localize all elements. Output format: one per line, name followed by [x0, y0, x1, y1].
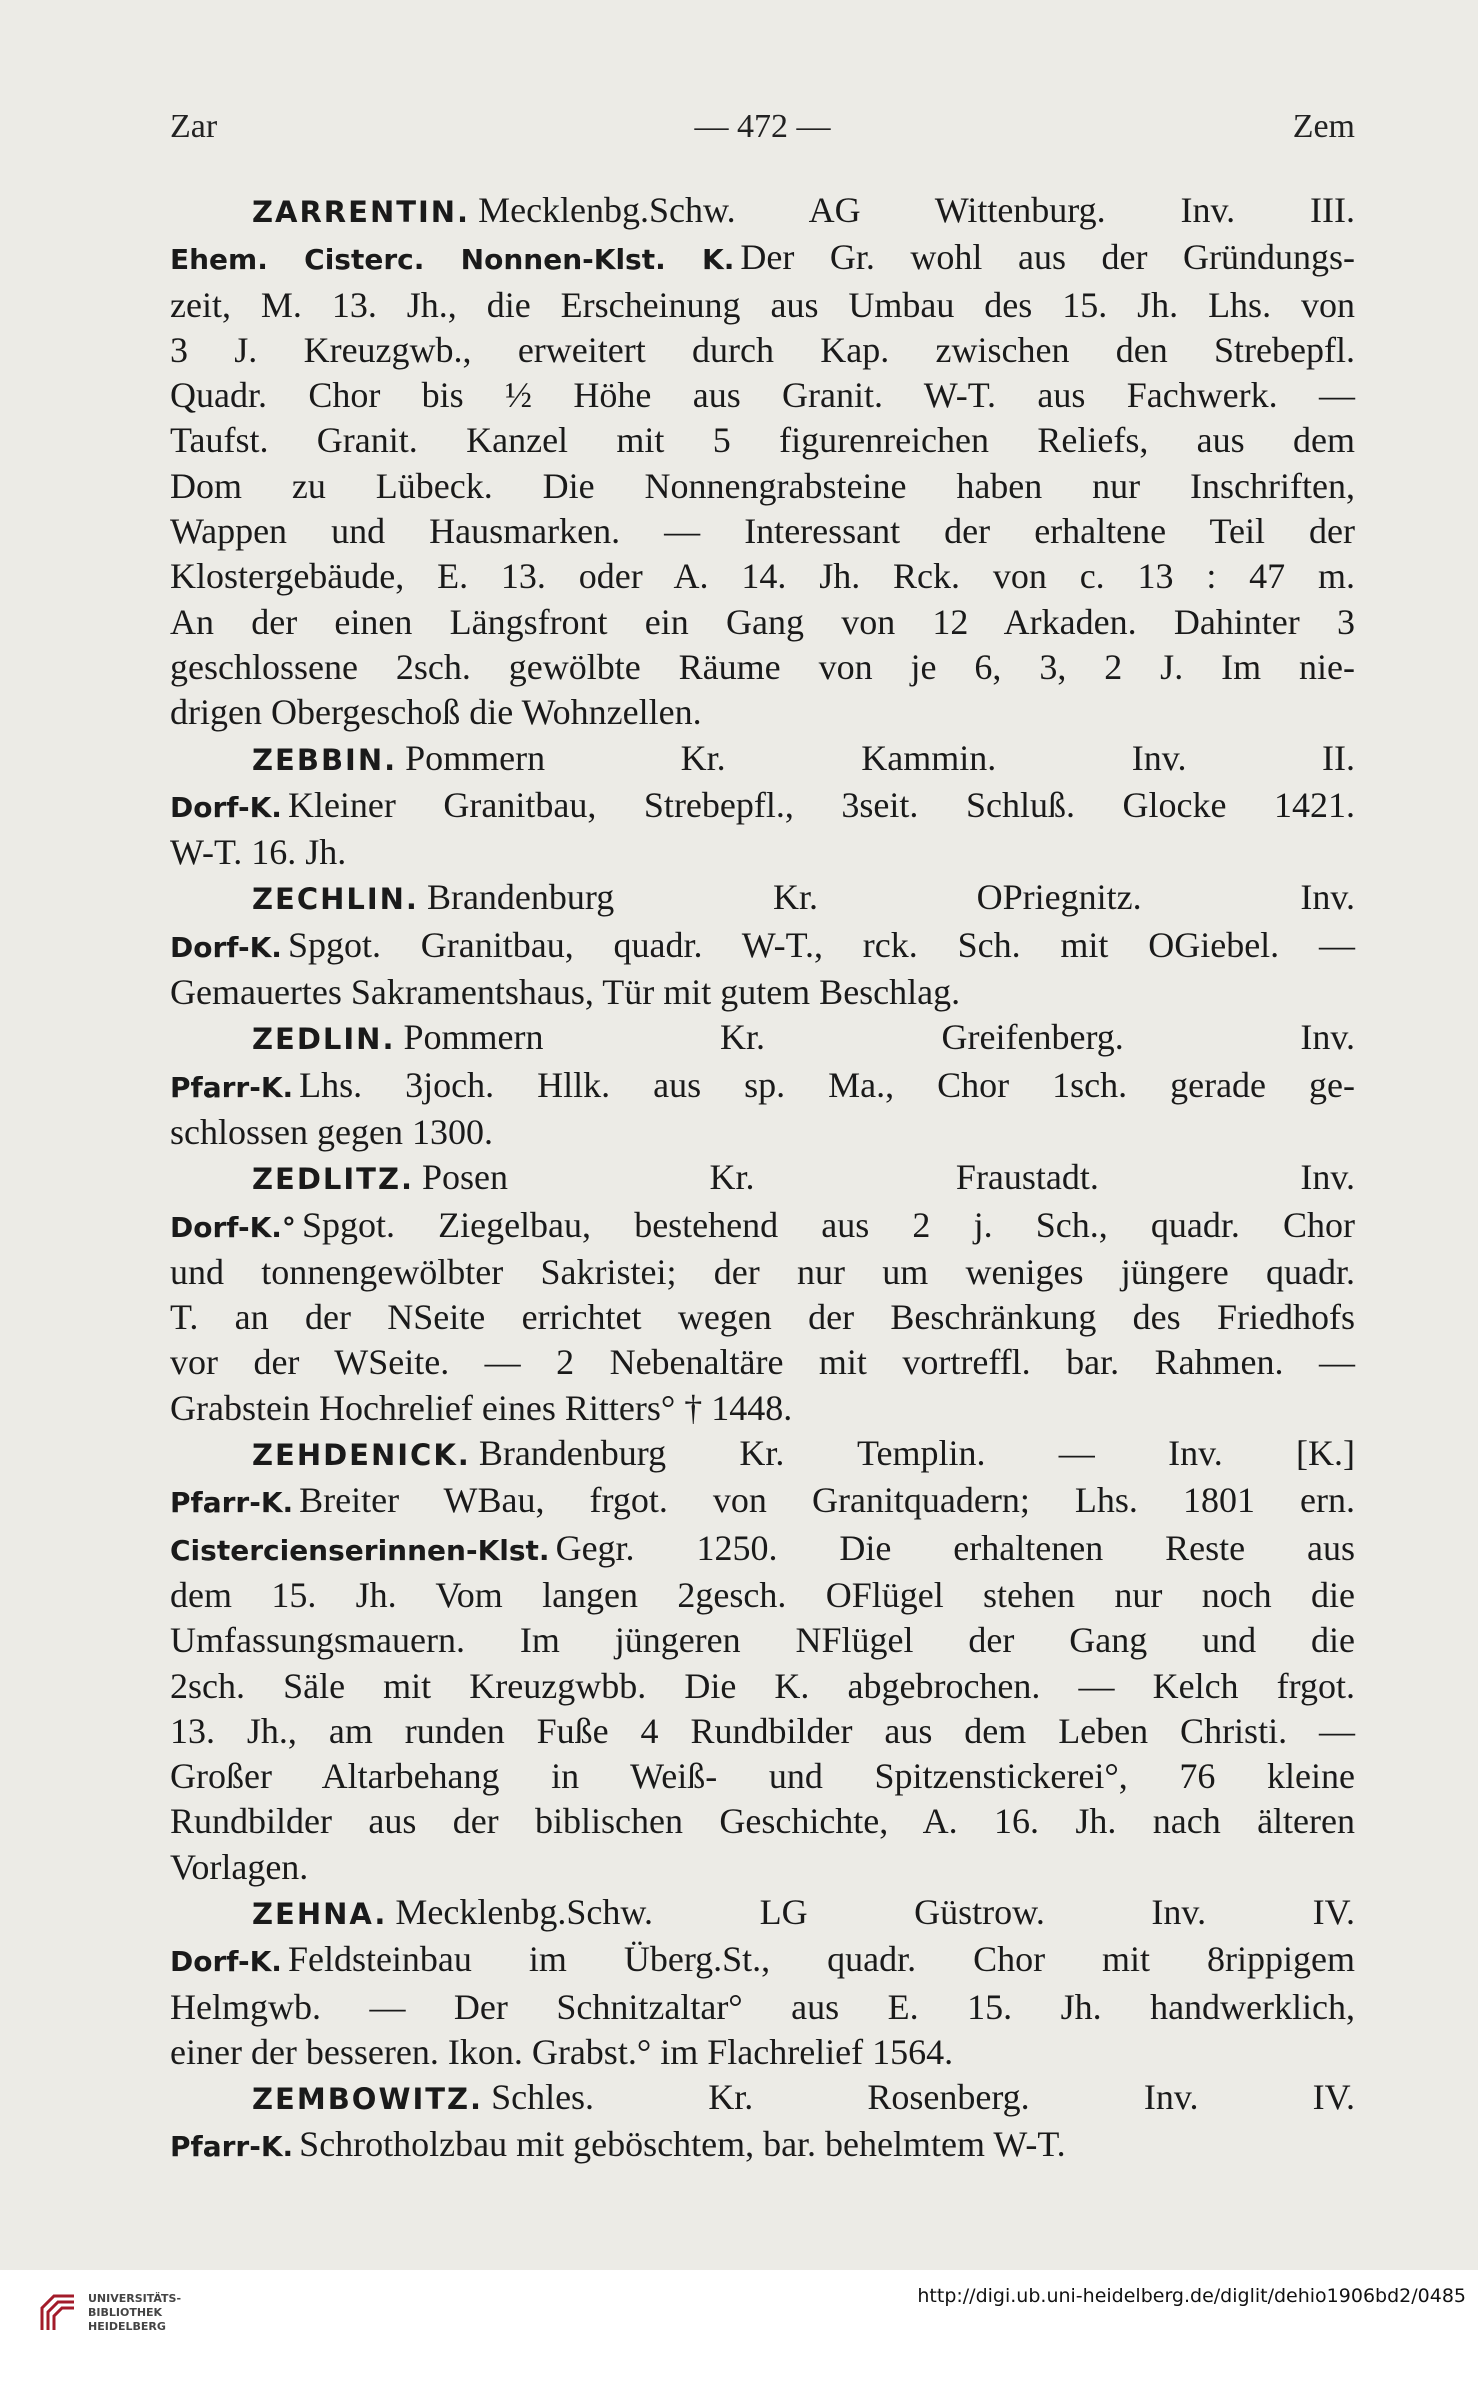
place-headword: ZECHLIN. — [252, 882, 419, 917]
logo-line: BIBLIOTHEK — [88, 2306, 163, 2319]
entry-line — [170, 1431, 1355, 1478]
entry-line — [170, 1799, 1355, 1844]
line-text: dem 15. Jh. Vom langen 2gesch. OFlügel stehen nur noch die — [170, 1574, 1355, 1615]
place-headword: ZEHDENICK. — [252, 1438, 471, 1473]
entry-line — [170, 1110, 1355, 1155]
entry-line — [170, 373, 1355, 418]
entry-line — [170, 1890, 1355, 1937]
building-type-label: Ehem. Cisterc. Nonnen-Klst. K. — [170, 243, 735, 277]
building-type-label: Dorf-K. — [170, 790, 282, 824]
entry-line — [170, 554, 1355, 599]
line-text: Taufst. Granit. Kanzel mit 5 figurenreichen Reliefs, aus dem — [170, 420, 1355, 461]
place-headword: ZEBBIN. — [252, 742, 398, 777]
line-text: Vorlagen. — [170, 1846, 309, 1887]
line-text: Spgot. Ziegelbau, bestehend aus 2 j. Sch., quadr. Chor — [301, 1204, 1355, 1245]
line-text: Schrotholzbau mit geböschtem, bar. behelmtem W-T. — [299, 2124, 1066, 2165]
dictionary-entry — [170, 188, 1355, 736]
building-type-label: Dorf-K. — [170, 1945, 282, 1979]
building-type-label: Pfarr-K. — [170, 1486, 294, 1520]
entry-line — [170, 1573, 1355, 1618]
place-headword: ZEDLIN. — [252, 1022, 396, 1057]
entry-line — [170, 1709, 1355, 1754]
line-text: Dom zu Lübeck. Die Nonnengrabsteine haben nur Inschriften, — [170, 465, 1355, 506]
building-type-label: Dorf-K.° — [170, 1210, 296, 1244]
line-text: Gemauertes Sakramentshaus, Tür mit gutem Beschlag. — [170, 972, 961, 1013]
entry-line — [170, 1203, 1355, 1250]
line-text: Pommern Kr. Kammin. Inv. II. — [405, 737, 1355, 778]
place-headword: ZEDLITZ. — [252, 1162, 415, 1197]
header-right-word: Zem — [1292, 108, 1355, 145]
dictionary-entry — [170, 736, 1355, 876]
line-text: W-T. 16. Jh. — [170, 832, 347, 873]
building-type-label: Pfarr-K. — [170, 2130, 294, 2164]
logo-line: UNIVERSITÄTS- — [88, 2292, 182, 2305]
line-text: Lhs. 3joch. Hllk. aus sp. Ma., Chor 1sch. gerade ge- — [299, 1064, 1355, 1105]
line-text: 3 J. Kreuzgwb., erweitert durch Kap. zwischen den Strebepfl. — [170, 329, 1355, 370]
building-type-label: Pfarr-K. — [170, 1070, 294, 1104]
building-type-label: Dorf-K. — [170, 930, 282, 964]
entry-line — [170, 736, 1355, 783]
library-logo-text — [88, 2292, 181, 2334]
line-text: Spgot. Granitbau, quadr. W-T., rck. Sch. mit OGiebel. — — [287, 924, 1355, 965]
line-text: drigen Obergeschoß die Wohnzellen. — [170, 692, 702, 733]
entry-line — [170, 1386, 1355, 1431]
dictionary-entry — [170, 1890, 1355, 2075]
line-text: 2sch. Säle mit Kreuzgwbb. Die K. abgebrochen. — Kelch frgot. — [170, 1665, 1355, 1706]
building-type-label: Cistercienserinnen-Klst. — [170, 1533, 550, 1567]
line-text: 13. Jh., am runden Fuße 4 Rundbilder aus dem Leben Christi. — — [170, 1710, 1355, 1751]
running-header — [170, 108, 1355, 154]
place-headword: ZARRENTIN. — [252, 195, 471, 229]
line-text: Quadr. Chor bis ½ Höhe aus Granit. W-T. aus Fachwerk. — — [170, 375, 1355, 416]
line-text: T. an der NSeite errichtet wegen der Beschränkung des Friedhofs — [170, 1297, 1355, 1338]
line-text: Schles. Kr. Rosenberg. Inv. IV. — [491, 2077, 1355, 2118]
entry-line — [170, 1155, 1355, 1202]
entry-line — [170, 783, 1355, 830]
body-text — [170, 188, 1355, 2170]
entry-line — [170, 328, 1355, 373]
line-text: Grabstein Hochrelief eines Ritters° † 1448. — [170, 1387, 793, 1428]
entry-line — [170, 1937, 1355, 1984]
entry-line — [170, 970, 1355, 1015]
entry-line — [170, 1478, 1355, 1525]
page-number: — 472 — — [694, 108, 831, 145]
line-text: Breiter WBau, frgot. von Granitquadern; Lhs. 1801 ern. — [299, 1480, 1355, 1521]
line-text: und tonnengewölbter Sakristei; der nur um weniges jüngere quadr. — [170, 1251, 1355, 1292]
line-text: Posen Kr. Fraustadt. Inv. — [422, 1157, 1355, 1198]
entry-line — [170, 1526, 1355, 1573]
line-text: einer der besseren. Ikon. Grabst.° im Flachrelief 1564. — [170, 2031, 954, 2072]
place-headword: ZEMBOWITZ. — [252, 2082, 484, 2117]
source-url-link[interactable]: http://digi.ub.uni-heidelberg.de/diglit/dehio1906bd2/0485 — [917, 2285, 1466, 2307]
entry-line — [170, 1754, 1355, 1799]
entry-line — [170, 2075, 1355, 2122]
entry-line — [170, 1015, 1355, 1062]
line-text: Mecklenbg.Schw. AG Wittenburg. Inv. III. — [478, 190, 1355, 230]
place-headword: ZEHNA. — [252, 1896, 388, 1931]
line-text: Brandenburg Kr. OPriegnitz. Inv. — [426, 877, 1355, 918]
logo-line: HEIDELBERG — [88, 2320, 166, 2333]
line-text: Brandenburg Kr. Templin. — Inv. [K.] — [478, 1433, 1355, 1474]
line-text: Gegr. 1250. Die erhaltenen Reste aus — [555, 1527, 1355, 1568]
entry-line — [170, 830, 1355, 875]
entry-line — [170, 188, 1355, 235]
entry-line — [170, 2122, 1355, 2169]
line-text: Rundbilder aus der biblischen Geschichte, A. 16. Jh. nach älteren — [170, 1801, 1355, 1842]
line-text: Der Gr. wohl aus der Gründungs- — [740, 237, 1355, 278]
entry-line — [170, 1664, 1355, 1709]
entry-line — [170, 1250, 1355, 1295]
line-text: Umfassungsmauern. Im jüngeren NFlügel der Gang und die — [170, 1620, 1355, 1661]
line-text: zeit, M. 13. Jh., die Erscheinung aus Umbau des 15. Jh. Lhs. von — [170, 284, 1355, 325]
entry-line — [170, 1618, 1355, 1663]
entry-line — [170, 2030, 1355, 2075]
library-logo-icon — [36, 2290, 80, 2334]
entry-line — [170, 600, 1355, 645]
entry-line — [170, 509, 1355, 554]
entry-line — [170, 1063, 1355, 1110]
entry-line — [170, 923, 1355, 970]
line-text: Helmgwb. — Der Schnitzaltar° aus E. 15. Jh. handwerklich, — [170, 1986, 1355, 2027]
line-text: vor der WSeite. — 2 Nebenaltäre mit vortreffl. bar. Rahmen. — — [170, 1342, 1355, 1383]
line-text: Wappen und Hausmarken. — Interessant der erhaltene Teil der — [170, 511, 1355, 552]
entry-line — [170, 875, 1355, 922]
line-text: schlossen gegen 1300. — [170, 1111, 493, 1152]
entry-line — [170, 690, 1355, 735]
entry-line — [170, 418, 1355, 463]
line-text: Pommern Kr. Greifenberg. Inv. — [403, 1017, 1355, 1058]
line-text: Kleiner Granitbau, Strebepfl., 3seit. Schluß. Glocke 1421. — [287, 784, 1355, 825]
line-text: geschlossene 2sch. gewölbte Räume von je 6, 3, 2 J. Im nie- — [170, 646, 1355, 687]
line-text: An der einen Längsfront ein Gang von 12 Arkaden. Dahinter 3 — [170, 601, 1355, 642]
line-text: Großer Altarbehang in Weiß- und Spitzenstickerei°, 76 kleine — [170, 1756, 1355, 1797]
entry-line — [170, 645, 1355, 690]
dictionary-entry — [170, 875, 1355, 1015]
entry-line — [170, 235, 1355, 282]
dictionary-entry — [170, 1155, 1355, 1431]
entry-line — [170, 283, 1355, 328]
line-text: Mecklenbg.Schw. LG Güstrow. Inv. IV. — [395, 1891, 1355, 1932]
dictionary-entry — [170, 2075, 1355, 2170]
line-text: Feldsteinbau im Überg.St., quadr. Chor mit 8rippigem — [287, 1939, 1355, 1980]
line-text: Klostergebäude, E. 13. oder A. 14. Jh. Rck. von c. 13 : 47 m. — [170, 556, 1355, 597]
dictionary-entry — [170, 1431, 1355, 1890]
entry-line — [170, 1295, 1355, 1340]
entry-line — [170, 1985, 1355, 2030]
header-left-word: Zar — [170, 108, 218, 145]
entry-line — [170, 1845, 1355, 1890]
entry-line — [170, 464, 1355, 509]
entry-line — [170, 1340, 1355, 1385]
dictionary-entry — [170, 1015, 1355, 1155]
